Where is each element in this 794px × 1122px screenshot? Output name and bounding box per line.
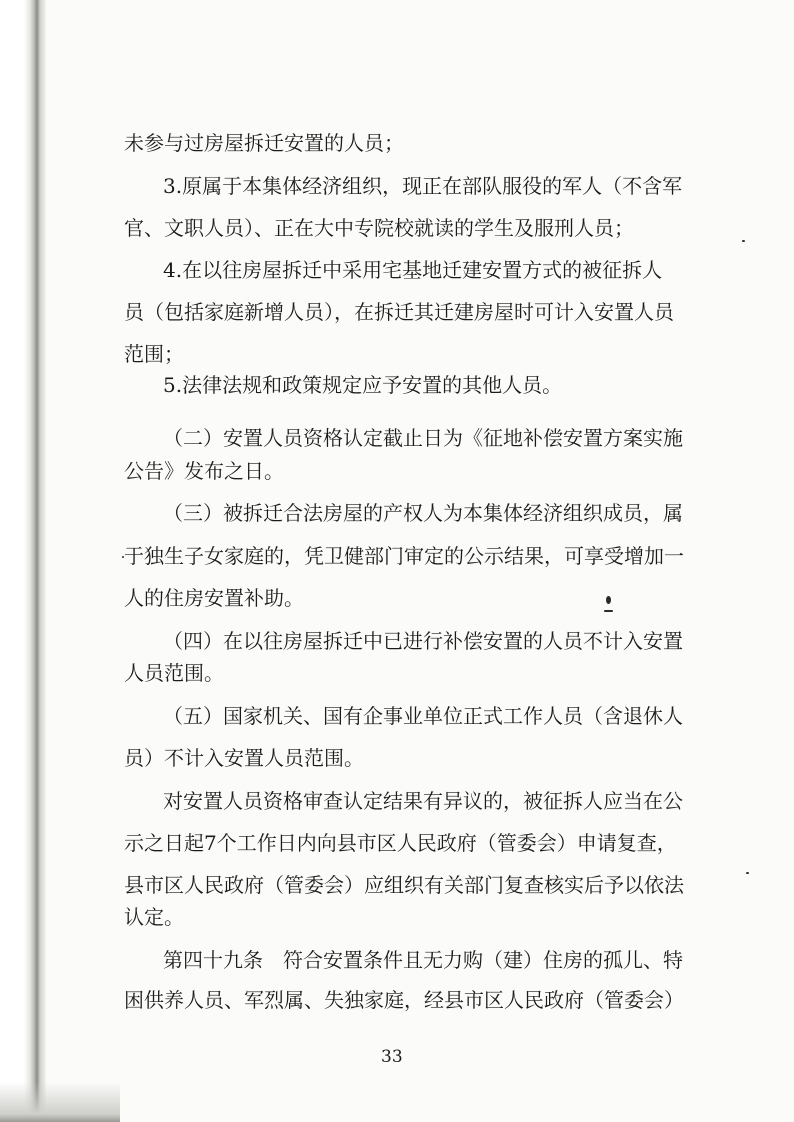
text-line: 4.在以往房屋拆迁中采用宅基地迁建安置方式的被征拆人	[163, 258, 663, 282]
scan-speck	[746, 872, 749, 874]
text-line: 范围；	[124, 342, 184, 366]
text-line: 人员范围。	[124, 661, 224, 685]
scan-binding-shadow	[0, 1082, 120, 1122]
text-line: 人的住房安置补助。	[124, 586, 304, 610]
text-line: 于独生子女家庭的，凭卫健部门审定的公示结果，可享受增加一	[124, 544, 684, 568]
page-number: 33	[381, 1047, 403, 1067]
scan-speck	[606, 596, 611, 604]
text-line: 未参与过房屋拆迁安置的人员；	[124, 131, 404, 155]
text-line: （二）安置人员资格认定截止日为《征地补偿安置方案实施	[163, 426, 683, 450]
text-line: 困供养人员、军烈属、失独家庭，经县市区人民政府（管委会）	[124, 988, 684, 1012]
text-line: 公告》发布之日。	[124, 459, 284, 483]
text-line: 员）不计入安置人员范围。	[124, 746, 364, 770]
text-line: 认定。	[124, 905, 184, 929]
scan-speck	[604, 610, 613, 612]
text-line: 官、文职人员）、正在大中专院校就读的学生及服刑人员；	[124, 216, 634, 240]
text-line: 员（包括家庭新增人员），在拆迁其迁建房屋时可计入安置人员	[124, 300, 674, 324]
text-line: 第四十九条 符合安置条件且无力购（建）住房的孤儿、特	[163, 948, 683, 972]
scan-speck	[122, 556, 124, 558]
text-line: 3.原属于本集体经济组织，现正在部队服役的军人（不含军	[163, 174, 683, 198]
scan-binding-edge	[0, 0, 46, 1122]
text-line: （五）国家机关、国有企事业单位正式工作人员（含退休人	[163, 704, 683, 728]
text-line: 对安置人员资格审查认定结果有异议的，被征拆人应当在公	[163, 789, 683, 813]
scan-speck	[742, 240, 745, 242]
text-line: 示之日起7个工作日内向县市区人民政府（管委会）申请复查，	[124, 831, 677, 855]
text-line: （三）被拆迁合法房屋的产权人为本集体经济组织成员，属	[163, 501, 683, 525]
text-line: （四）在以往房屋拆迁中已进行补偿安置的人员不计入安置	[163, 629, 683, 653]
text-line: 县市区人民政府（管委会）应组织有关部门复查核实后予以依法	[124, 873, 684, 897]
text-line: 5.法律法规和政策规定应予安置的其他人员。	[163, 373, 563, 397]
